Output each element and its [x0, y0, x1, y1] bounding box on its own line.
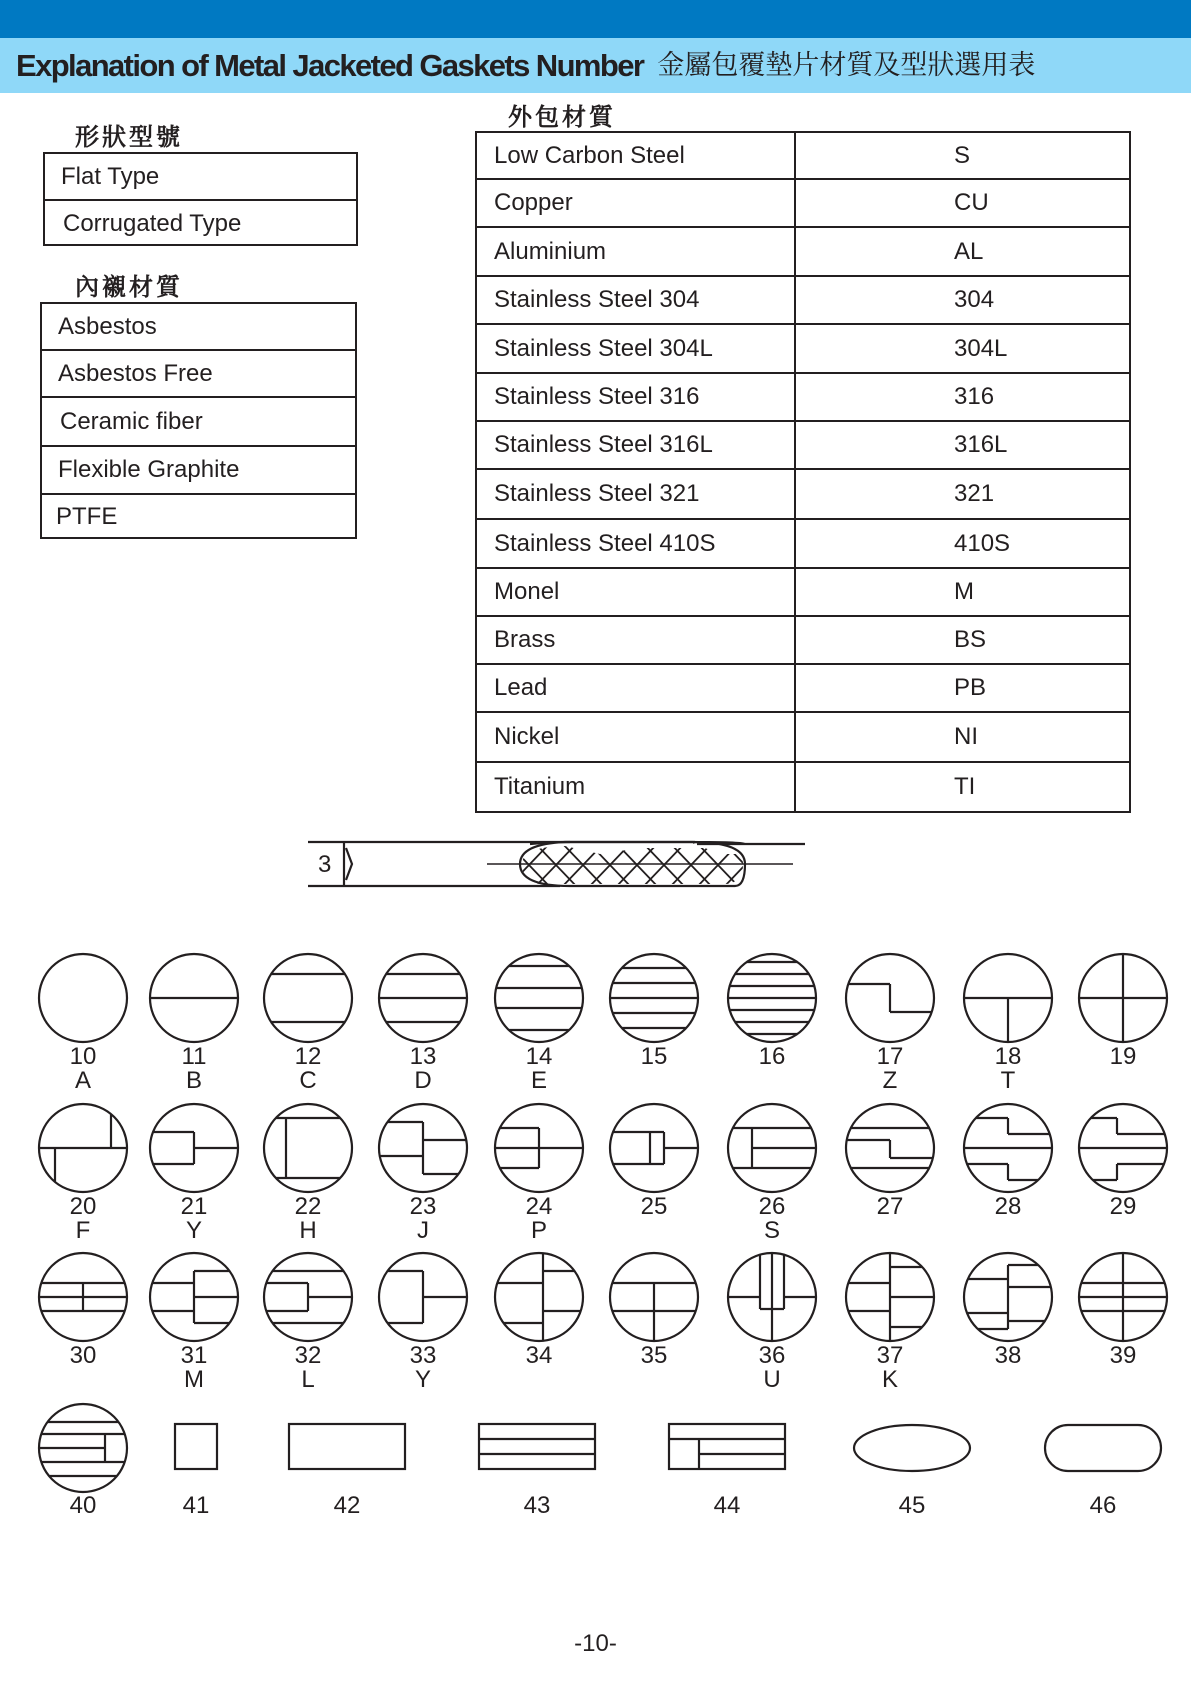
shape-number: 39 [1109, 1342, 1137, 1369]
shape-15 [610, 954, 698, 1042]
shape-type-row: Flat Type [61, 162, 160, 190]
shape-27 [846, 1104, 934, 1192]
shape-code-letter: K [881, 1366, 899, 1393]
hatch-line [750, 842, 794, 888]
shape-code-letter: Y [185, 1217, 203, 1244]
shape-40 [39, 1404, 127, 1492]
shape-outline [479, 1424, 595, 1469]
filler-heading: 內襯材質 [75, 272, 183, 301]
shape-code-letter: B [185, 1067, 203, 1094]
shape-number: 18 [994, 1043, 1022, 1070]
shape-21 [150, 1104, 238, 1192]
shape-32 [264, 1253, 352, 1341]
material-code: 304L [795, 324, 1130, 373]
material-code: AL [795, 227, 1130, 276]
shape-number: 28 [994, 1193, 1022, 1220]
material-code: PB [795, 664, 1130, 712]
shape-outline [175, 1424, 217, 1469]
material-code: 316L [795, 421, 1130, 469]
filler-row: Flexible Graphite [42, 445, 355, 493]
page-title-en: Explanation of Metal Jacketed Gaskets Number [16, 47, 644, 83]
shape-19 [1079, 954, 1167, 1042]
shape-37 [846, 1253, 934, 1341]
shape-code-letter: S [763, 1217, 781, 1244]
shape-code-letter: D [414, 1067, 432, 1094]
material-code: 410S [795, 519, 1130, 568]
material-code: BS [795, 616, 1130, 664]
dimension-arrow-icon [346, 848, 352, 880]
shape-code-letter: U [763, 1366, 781, 1393]
shape-type-row: Corrugated Type [45, 199, 356, 246]
shape-outline [495, 954, 583, 1042]
material-code: TI [795, 762, 1130, 812]
shape-grid [39, 954, 1167, 1519]
shape-34 [495, 1253, 583, 1341]
shape-number: 12 [294, 1043, 322, 1070]
shape-14 [495, 954, 583, 1042]
shape-number: 45 [898, 1492, 926, 1519]
shape-number: 42 [333, 1492, 361, 1519]
page-title-zh: 金屬包覆墊片材質及型狀選用表 [657, 50, 1036, 81]
material-name: Stainless Steel 321 [476, 469, 795, 519]
jacket-heading: 外包材質 [508, 102, 616, 131]
shape-number: 27 [876, 1193, 904, 1220]
shape-code-letter: F [75, 1217, 91, 1244]
shape-number: 19 [1109, 1043, 1137, 1070]
shape-outline [264, 954, 352, 1042]
shape-number: 34 [525, 1342, 553, 1369]
shape-28 [964, 1104, 1052, 1192]
shape-number: 22 [294, 1193, 322, 1220]
material-code: CU [795, 179, 1130, 227]
material-name: Monel [476, 568, 795, 616]
shape-number: 43 [523, 1492, 551, 1519]
hatch-line [750, 842, 794, 888]
material-name: Stainless Steel 316 [476, 373, 795, 421]
shape-number: 16 [758, 1043, 786, 1070]
shape-39 [1079, 1253, 1167, 1341]
shape-number: 38 [994, 1342, 1022, 1369]
shape-31 [150, 1253, 238, 1341]
shape-43 [479, 1424, 595, 1469]
shape-number: 21 [180, 1193, 208, 1220]
filler-row: Asbestos Free [42, 349, 355, 396]
material-name: Lead [476, 664, 795, 712]
shape-number: 33 [409, 1342, 437, 1369]
material-code: 316 [795, 373, 1130, 421]
material-name: Low Carbon Steel [476, 132, 795, 179]
thickness-label: 3 [318, 851, 332, 878]
shape-outline [1045, 1425, 1161, 1471]
material-code: NI [795, 712, 1130, 762]
shape-24 [495, 1104, 583, 1192]
shape-number: 23 [409, 1193, 437, 1220]
shape-outline [289, 1424, 405, 1469]
shape-number: 17 [876, 1043, 904, 1070]
shape-36 [728, 1253, 816, 1341]
shape-number: 35 [640, 1342, 668, 1369]
shape-35 [610, 1253, 698, 1341]
shape-outline [39, 954, 127, 1042]
shape-number: 36 [758, 1342, 786, 1369]
shape-type-heading: 形狀型號 [75, 122, 183, 151]
material-name: Stainless Steel 304L [476, 324, 795, 373]
shape-number: 13 [409, 1043, 437, 1070]
shape-outline [495, 1253, 583, 1341]
shape-code-letter: H [299, 1217, 317, 1244]
shape-code-letter: T [1000, 1067, 1016, 1094]
page-number: -10- [574, 1630, 617, 1657]
shape-number: 44 [713, 1492, 741, 1519]
shape-45 [854, 1425, 970, 1471]
material-name: Titanium [476, 762, 795, 812]
shape-number: 14 [525, 1043, 553, 1070]
shape-number: 41 [182, 1492, 210, 1519]
shape-number: 25 [640, 1193, 668, 1220]
shape-number: 20 [69, 1193, 97, 1220]
filler-row: Asbestos [58, 312, 157, 340]
hatch-line [777, 842, 821, 888]
hatch-line [480, 842, 524, 888]
material-code: 304 [795, 276, 1130, 324]
shape-25 [610, 1104, 698, 1192]
filler-row: PTFE [42, 493, 355, 539]
shape-46 [1045, 1425, 1161, 1471]
material-name: Aluminium [476, 227, 795, 276]
shape-33 [379, 1253, 467, 1341]
shape-code-letter: M [184, 1366, 204, 1393]
shape-17 [846, 954, 934, 1042]
shape-number: 40 [69, 1492, 97, 1519]
shape-42 [289, 1424, 405, 1469]
shape-number: 30 [69, 1342, 97, 1369]
shape-12 [264, 954, 352, 1042]
shape-code-letter: J [417, 1217, 429, 1244]
hatch-line [480, 842, 524, 888]
shape-number: 31 [180, 1342, 208, 1369]
material-name: Stainless Steel 316L [476, 421, 795, 469]
shape-26 [728, 1104, 816, 1192]
shape-code-letter: L [301, 1366, 315, 1393]
shape-13 [379, 954, 467, 1042]
material-name: Nickel [476, 712, 795, 762]
shape-23 [379, 1104, 467, 1192]
section-diagram [308, 842, 821, 888]
shape-outline [669, 1424, 785, 1469]
shape-outline [854, 1425, 970, 1471]
shape-30 [39, 1253, 127, 1341]
material-name: Stainless Steel 410S [476, 519, 795, 568]
shape-10 [39, 954, 127, 1042]
shape-11 [150, 954, 238, 1042]
shape-code-letter: Y [414, 1366, 432, 1393]
material-name: Brass [476, 616, 795, 664]
shape-code-letter: E [530, 1067, 548, 1094]
material-code: M [795, 568, 1130, 616]
shape-number: 46 [1089, 1492, 1117, 1519]
shape-number: 15 [640, 1043, 668, 1070]
material-code: 321 [795, 469, 1130, 519]
shape-number: 32 [294, 1342, 322, 1369]
shape-number: 26 [758, 1193, 786, 1220]
shape-number: 37 [876, 1342, 904, 1369]
hatch-line [777, 842, 821, 888]
shape-number: 24 [525, 1193, 553, 1220]
shape-18 [964, 954, 1052, 1042]
shape-code-letter: A [74, 1067, 92, 1094]
shape-22 [264, 1104, 352, 1192]
material-code: S [795, 132, 1130, 179]
shape-38 [964, 1253, 1052, 1341]
material-name: Stainless Steel 304 [476, 276, 795, 324]
shape-number: 11 [181, 1043, 207, 1070]
shape-number: 10 [69, 1043, 97, 1070]
shape-44 [669, 1424, 785, 1469]
shape-code-letter: C [299, 1067, 317, 1094]
shape-16 [728, 954, 816, 1042]
shape-20 [39, 1104, 127, 1192]
shape-29 [1079, 1104, 1167, 1192]
shape-number: 29 [1109, 1193, 1137, 1220]
material-name: Copper [476, 179, 795, 227]
shape-code-letter: P [530, 1217, 548, 1244]
shape-41 [175, 1424, 217, 1469]
shape-code-letter: Z [882, 1067, 898, 1094]
filler-row: Ceramic fiber [42, 396, 355, 445]
